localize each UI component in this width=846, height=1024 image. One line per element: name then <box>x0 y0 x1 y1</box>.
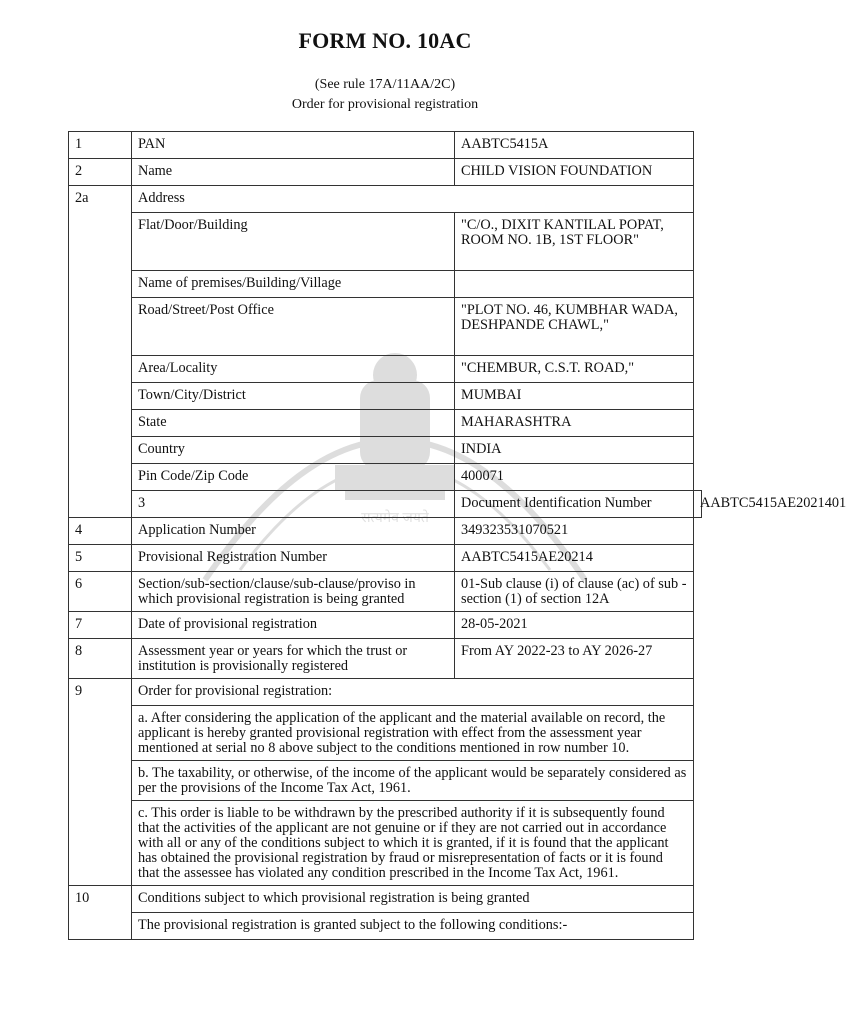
table-row-section <box>69 572 702 612</box>
row-label: Country <box>132 437 455 464</box>
flat-value: "C/O., DIXIT KANTILAL POPAT, ROOM NO. 1B, 1ST FLOOR" <box>455 213 694 271</box>
row-label: Flat/Door/Building <box>132 213 455 271</box>
row-label: PAN <box>132 132 455 159</box>
row-label: Name <box>132 159 455 186</box>
document-id-value: AABTC5415AE2021401 <box>694 491 702 518</box>
table-row-order-header <box>69 679 702 706</box>
road-value: "PLOT NO. 46, KUMBHAR WADA, DESHPANDE CHAWL," <box>455 298 694 356</box>
row-number: 3 <box>132 491 455 518</box>
row-number: 1 <box>69 132 132 159</box>
row-label: Name of premises/Building/Village <box>132 271 455 298</box>
table-row-road <box>69 298 702 356</box>
row-label: Conditions subject to which provisional registration is being granted <box>132 886 694 913</box>
row-label: Order for provisional registration: <box>132 679 694 706</box>
order-paragraph-c: c. This order is liable to be withdrawn by the prescribed authority if it is subsequently found that the activities of the applicant are not genuine or if they are not carried out in accordance with all or any of the conditions subject to which it is granted, if it is found that the applicant has obtained the provisional registration by fraud or misrepresentation of facts or it is found that the assessee has violated any condition prescribed in the Income Tax Act, 1961. <box>132 801 694 886</box>
premises-value <box>455 271 694 298</box>
assessment-year-value: From AY 2022-23 to AY 2026-27 <box>455 639 694 679</box>
table-row-assessment-year <box>69 639 702 679</box>
table-row-provisional-registration-number <box>69 545 702 572</box>
area-value: "CHEMBUR, C.S.T. ROAD," <box>455 356 694 383</box>
row-label: Area/Locality <box>132 356 455 383</box>
order-paragraph-b: b. The taxability, or otherwise, of the income of the applicant would be separately considered as per the provisions of the Income Tax Act, 1961. <box>132 761 694 801</box>
section-value: 01-Sub clause (i) of clause (ac) of sub -section (1) of section 12A <box>455 572 694 612</box>
pin-value: 400071 <box>455 464 694 491</box>
form-rule-reference: (See rule 17A/11AA/2C) <box>314 77 456 92</box>
date-value: 28-05-2021 <box>455 612 694 639</box>
form-title: FORM NO. 10AC <box>298 28 472 53</box>
row-label: Assessment year or years for which the trust or institution is provisionally registered <box>132 639 455 679</box>
name-value: CHILD VISION FOUNDATION <box>455 159 694 186</box>
row-number: 2 <box>69 159 132 186</box>
table-row-name <box>69 159 702 186</box>
table-row-address-header <box>69 186 702 213</box>
table-row-premises <box>69 271 702 298</box>
table-row-pan <box>69 132 702 159</box>
conditions-intro: The provisional registration is granted subject to the following conditions:- <box>132 913 694 940</box>
country-value: INDIA <box>455 437 694 464</box>
row-label: Document Identification Number <box>455 491 694 518</box>
state-value: MAHARASHTRA <box>455 410 694 437</box>
table-row-order-para-a <box>69 706 702 761</box>
order-paragraph-a: a. After considering the application of the applicant and the material available on record, the applicant is hereby granted provisional registration with effect from the assessment year mentioned at serial no 8 above subject to the conditions mentioned in row number 10. <box>132 706 694 761</box>
row-label: Town/City/District <box>132 383 455 410</box>
table-row-order-para-c <box>69 801 702 886</box>
table-row-conditions-header <box>69 886 702 913</box>
registration-table <box>68 131 846 940</box>
row-number: 10 <box>69 886 132 940</box>
table-row-pin <box>69 464 702 491</box>
row-label: Section/sub-section/clause/sub-clause/proviso in which provisional registration is being granted <box>132 572 455 612</box>
row-number: 9 <box>69 679 132 886</box>
town-value: MUMBAI <box>455 383 694 410</box>
table-row-application-number <box>69 518 702 545</box>
row-number: 2a <box>69 186 132 518</box>
table-row-state <box>69 410 702 437</box>
row-label: Application Number <box>132 518 455 545</box>
row-label: Provisional Registration Number <box>132 545 455 572</box>
table-row-conditions-intro <box>69 913 702 940</box>
watermark-motto: सत्यमेव जयते <box>361 511 429 526</box>
row-label: State <box>132 410 455 437</box>
row-number: 8 <box>69 639 132 679</box>
table-row-area <box>69 356 702 383</box>
row-number: 6 <box>69 572 132 612</box>
table-row-date <box>69 612 702 639</box>
provisional-registration-number-value: AABTC5415AE20214 <box>455 545 694 572</box>
pan-value: AABTC5415A <box>455 132 694 159</box>
row-label: Pin Code/Zip Code <box>132 464 455 491</box>
row-label: Address <box>132 186 694 213</box>
row-number: 4 <box>69 518 132 545</box>
table-row-document-id <box>69 491 702 518</box>
form-subtitle: Order for provisional registration <box>291 97 479 112</box>
table-row-country <box>69 437 702 464</box>
row-label: Date of provisional registration <box>132 612 455 639</box>
table-row-town <box>69 383 702 410</box>
application-number-value: 349323531070521 <box>455 518 694 545</box>
row-label: Road/Street/Post Office <box>132 298 455 356</box>
row-number: 5 <box>69 545 132 572</box>
table-row-flat <box>69 213 702 271</box>
table-row-order-para-b <box>69 761 702 801</box>
row-number: 7 <box>69 612 132 639</box>
